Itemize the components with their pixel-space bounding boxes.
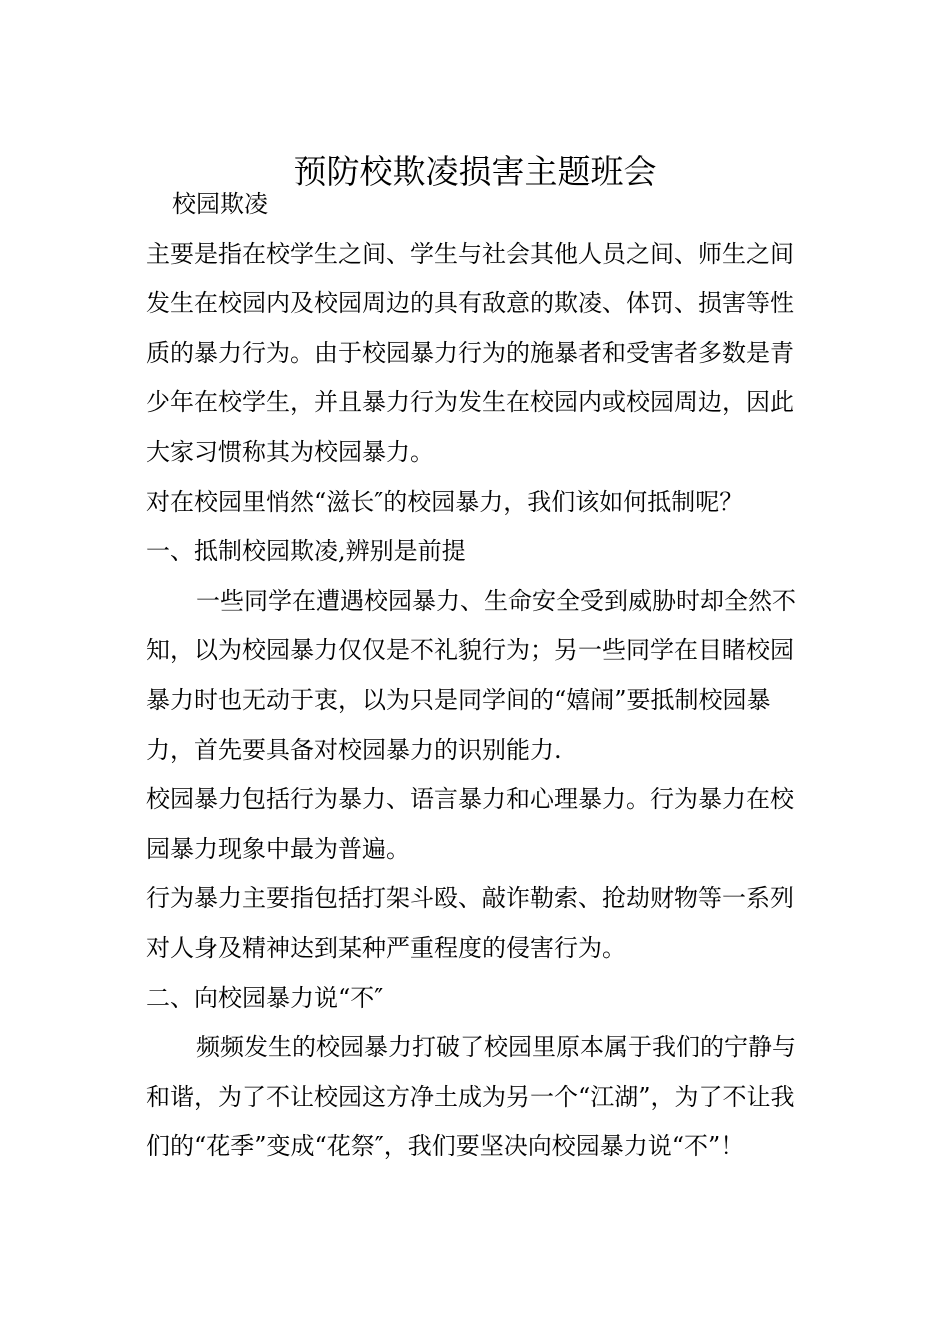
paragraph-say-no: 频频发生的校园暴力打破了校园里原本属于我们的宁静与和谐，为了不让校园这方净土成为另一个“江湖”，为了不让我们的“花季”变成“花祭″，我们要坚决向校园暴力说“不”！ bbox=[146, 1033, 796, 1161]
section-heading-2: 二、向校园暴力说“不″ bbox=[146, 983, 384, 1012]
paragraph-definition: 主要是指在校学生之间、学生与社会其他人员之间、师生之间发生在校园内及校园周边的具有敌意的欺凌、体罚、损害等性质的暴力行为。由于校园暴力行为的施暴者和受害者多数是青少年在校学生，并且暴力行为发生在校园内或校园周边，因此大家习惯称其为校园暴力。 bbox=[146, 239, 794, 466]
section-heading-1: 一、抵制校园欺凌,辨别是前提 bbox=[146, 537, 466, 566]
paragraph-heading-bullying: 校园欺凌 bbox=[172, 190, 268, 218]
paragraph-recognition: 一些同学在遭遇校园暴力、生命安全受到威胁时却全然不知，以为校园暴力仅仅是不礼貌行为；另一些同学在目睹校园暴力时也无动于衷，以为只是同学间的“嬉闹”要抵制校园暴力，首先要具备对校园暴力的识别能力. bbox=[146, 586, 796, 764]
document-title: 预防校欺凌损害主题班会 bbox=[293, 152, 657, 192]
paragraph-physical-violence: 行为暴力主要指包括打架斗殴、敲诈勒索、抢劫财物等一系列对人身及精神达到某种严重程度的侵害行为。 bbox=[146, 884, 794, 962]
document-body bbox=[146, 180, 808, 1172]
paragraph-question: 对在校园里悄然“滋长″的校园暴力，我们该如何抵制呢？ bbox=[146, 487, 744, 516]
paragraph-violence-types: 校园暴力包括行为暴力、语言暴力和心理暴力。行为暴力在校园暴力现象中最为普遍。 bbox=[146, 785, 794, 863]
